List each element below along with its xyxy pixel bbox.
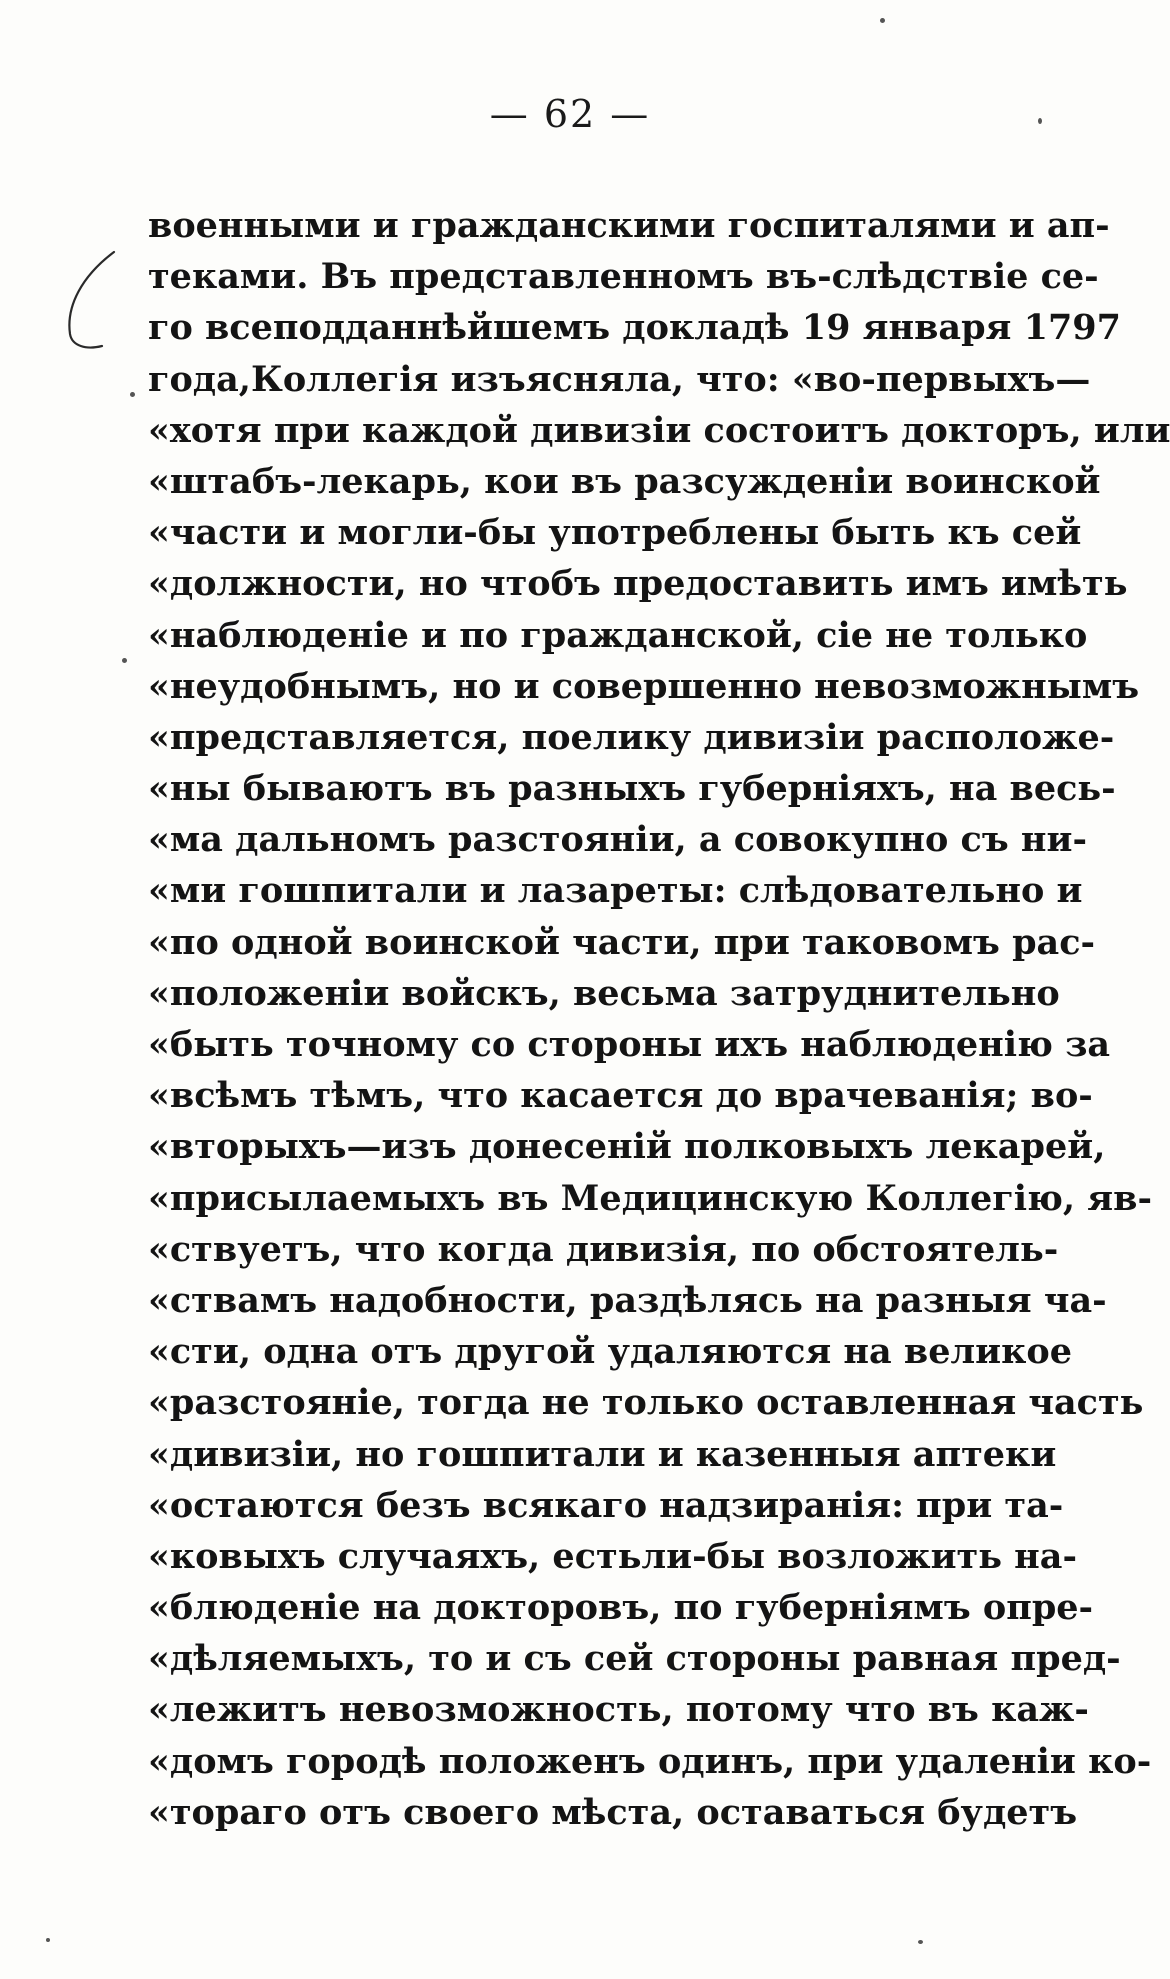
text-line: «ны бываютъ въ разныхъ губерніяхъ, на весь- bbox=[148, 768, 1116, 810]
text-line: «хотя при каждой дивизіи состоитъ докторъ, или bbox=[148, 409, 1170, 451]
text-line: «наблюденіе и по гражданской, сіе не только bbox=[148, 614, 1088, 656]
text-line: «неудобнымъ, но и совершенно невозможнымъ bbox=[148, 665, 1140, 707]
paper-speck bbox=[122, 658, 127, 663]
text-line: года,Коллегія изъясняла, что: «во-первыхъ— bbox=[148, 358, 1091, 400]
text-line: «представляется, поелику дивизіи расположе- bbox=[148, 716, 1115, 758]
text-line: «лежитъ невозможность, потому что въ каж- bbox=[148, 1689, 1089, 1731]
text-line: «по одной воинской части, при таковомъ рас- bbox=[148, 921, 1096, 963]
paper-speck bbox=[918, 1940, 923, 1944]
text-line: «должности, но чтобъ предоставить имъ имѣть bbox=[148, 563, 1128, 605]
text-line: теками. Въ представленномъ въ-слѣдствіе се- bbox=[148, 256, 1099, 298]
text-line: «тораго отъ своего мѣста, оставаться будетъ bbox=[148, 1791, 1078, 1833]
text-line: «сти, одна отъ другой удаляются на великое bbox=[148, 1331, 1073, 1373]
text-line: «вторыхъ—изъ донесеній полковыхъ лекарей, bbox=[148, 1126, 1106, 1168]
text-line: «ма дальномъ разстояніи, а совокупно съ ни- bbox=[148, 819, 1087, 861]
text-line: «дѣляемыхъ, то и съ сей стороны равная пред- bbox=[148, 1638, 1121, 1680]
text-line: «быть точному со стороны ихъ наблюденію за bbox=[148, 1024, 1111, 1065]
text-line: «всѣмъ тѣмъ, что касается до врачеванія; во- bbox=[148, 1075, 1093, 1117]
text-line: «штабъ-лекарь, кои въ разсужденіи воинской bbox=[148, 460, 1101, 502]
text-line: «разстояніе, тогда не только оставленная часть bbox=[148, 1382, 1144, 1424]
paper-speck bbox=[880, 18, 885, 23]
text-line: «дивизіи, но гошпитали и казенныя аптеки bbox=[148, 1433, 1057, 1475]
text-line: «ми гошпитали и лазареты: слѣдовательно и bbox=[148, 870, 1083, 912]
text-line: «части и могли-бы употреблены быть къ сей bbox=[148, 512, 1082, 554]
body-text bbox=[148, 200, 1170, 1860]
paper-speck bbox=[46, 1938, 50, 1942]
text-line: военными и гражданскими госпиталями и ап- bbox=[148, 205, 1110, 246]
handwritten-bracket-mark bbox=[52, 246, 132, 356]
text-line: «ствамъ надобности, раздѣлясь на разныя ча- bbox=[148, 1279, 1107, 1321]
paper-speck bbox=[130, 392, 135, 397]
paper-speck bbox=[1038, 118, 1042, 124]
text-line: «положеніи войскъ, весьма затруднительно bbox=[148, 972, 1060, 1014]
text-line: «остаются безъ всякаго надзиранія: при та- bbox=[148, 1484, 1064, 1526]
text-line: «домъ городѣ положенъ одинъ, при удаленіи ко- bbox=[148, 1740, 1152, 1782]
text-line: го всеподданнѣйшемъ докладѣ 19 января 1797 bbox=[148, 307, 1122, 349]
text-line: «ковыхъ случаяхъ, естьли-бы возложить на- bbox=[148, 1535, 1078, 1577]
text-line: «ствуетъ, что когда дивизія, по обстоятель- bbox=[148, 1228, 1059, 1270]
text-line: «блюденіе на докторовъ, по губерніямъ опре- bbox=[148, 1587, 1094, 1629]
text-line: «присылаемыхъ въ Медицинскую Коллегію, яв- bbox=[148, 1177, 1152, 1219]
page-number: — 62 — bbox=[489, 92, 651, 136]
